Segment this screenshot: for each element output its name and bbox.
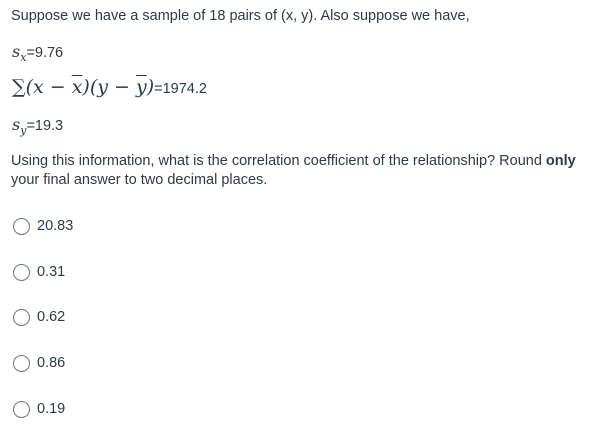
- question-prompt: [11, 152, 596, 190]
- sy-sub: y: [20, 124, 27, 137]
- sx-sub: x: [20, 51, 27, 64]
- answer-option[interactable]: [13, 306, 65, 328]
- answer-option[interactable]: [13, 261, 65, 283]
- sum-expr-end: ): [146, 76, 155, 98]
- prompt-post: your final answer to two decimal places.: [11, 172, 268, 188]
- answer-label[interactable]: 0.62: [37, 309, 66, 325]
- answer-option[interactable]: [13, 398, 65, 420]
- sy-value: =19.3: [26, 118, 64, 134]
- sum-expr-mid: )(y −: [82, 76, 136, 98]
- sum-value: =1974.2: [154, 81, 207, 97]
- prompt-bold: only: [545, 153, 576, 169]
- radio-button[interactable]: [13, 355, 30, 372]
- answer-option[interactable]: [13, 352, 65, 374]
- question-intro: Suppose we have a sample of 18 pairs of (x, y). Also suppose we have,: [11, 8, 470, 24]
- answer-label[interactable]: 0.86: [37, 355, 66, 371]
- sum-formula: [12, 76, 207, 98]
- answer-label[interactable]: 20.83: [37, 218, 74, 234]
- answer-option[interactable]: [13, 215, 73, 237]
- answer-label[interactable]: 0.31: [37, 264, 66, 280]
- sum-ybar: $\overline{y}$: [135, 76, 147, 98]
- prompt-pre: Using this information, what is the correlation coefficient of the relationship? Round: [11, 153, 546, 169]
- sx-var: s: [12, 42, 21, 61]
- sy-var: s: [12, 115, 21, 134]
- sx-value: =9.76: [26, 45, 64, 61]
- radio-button[interactable]: [13, 264, 30, 281]
- radio-button[interactable]: [13, 218, 30, 235]
- sum-expression: [12, 76, 154, 98]
- sum-expr-start: ∑(x −: [12, 76, 72, 98]
- radio-button[interactable]: [13, 309, 30, 326]
- answer-label[interactable]: 0.19: [37, 401, 66, 417]
- radio-button[interactable]: [13, 401, 30, 418]
- sx-formula: [12, 42, 64, 64]
- sy-formula: [12, 115, 64, 137]
- sum-xbar: $\overline{x}$: [71, 76, 83, 98]
